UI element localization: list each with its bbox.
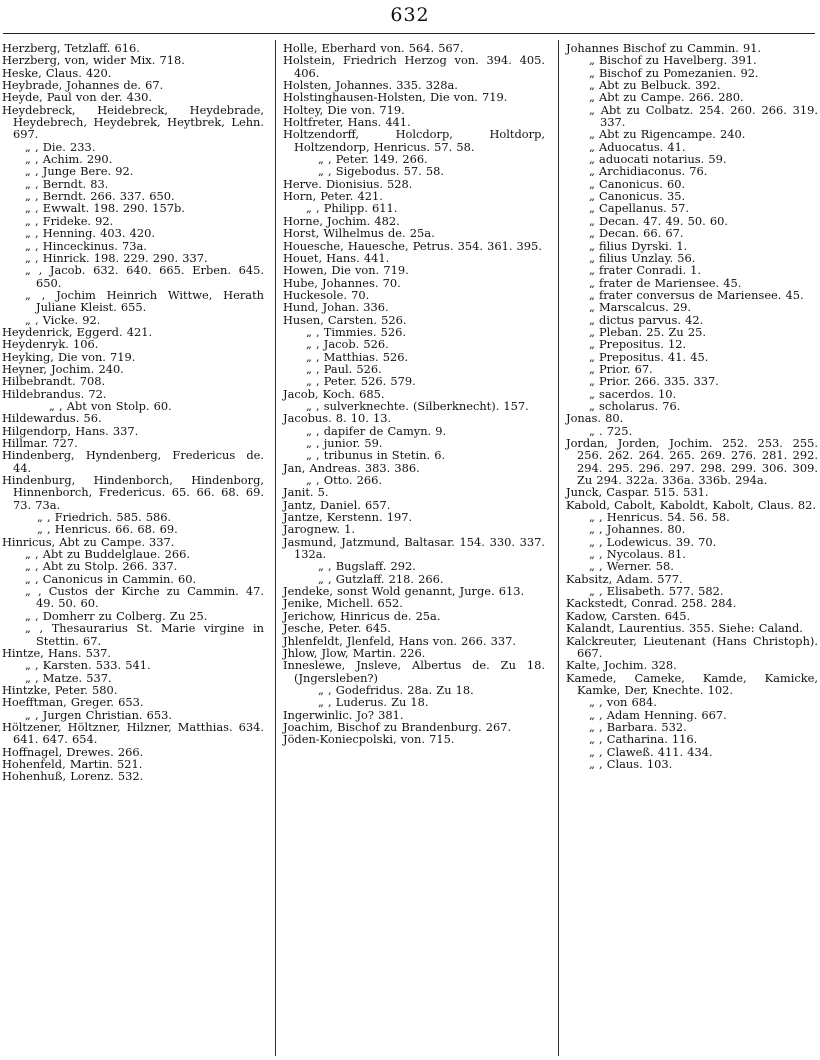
index-entry: „ , Philipp. 611. — [306, 201, 398, 216]
index-entry: „ , Luderus. Zu 18. — [318, 695, 429, 710]
index-entry: „ , Domherr zu Colberg. Zu 25. — [25, 608, 208, 623]
index-entry: Hoffnagel, Drewes. 266. — [2, 744, 144, 759]
index-entry: „ , Elisabeth. 577. 582. — [589, 584, 724, 599]
index-column-2 — [283, 42, 545, 746]
index-entry: Hildewardus. 56. — [2, 411, 102, 426]
index-entry: Ingerwinlic. Jo? 381. — [283, 707, 404, 722]
index-entry: „ , Bugslaff. 292. — [318, 559, 416, 574]
index-entry: „ , Canonicus in Cammin. 60. — [25, 571, 197, 586]
index-entry: „ , Godefridus. 28a. Zu 18. — [318, 682, 474, 697]
index-entry: „ aduocati notarius. 59. — [589, 152, 727, 167]
index-entry: „ Decan. 66. 67. — [589, 226, 684, 241]
index-entry: „ Canonicus. 60. — [589, 176, 686, 191]
index-entry: „ , sulverknechte. (Silberknecht). 157. — [306, 398, 529, 413]
page-number: 632 — [390, 4, 430, 26]
index-entry: „ , Matthias. 526. — [306, 349, 409, 364]
header-rule — [3, 33, 815, 34]
index-entry: Hillmar. 727. — [2, 436, 78, 450]
index-entry: „ Abt zu Rigencampe. 240. — [589, 127, 746, 142]
index-entry: Heske, Claus. 420. — [2, 65, 112, 80]
index-entry: „ Abt zu Belbuck. 392. — [589, 78, 721, 93]
index-entry: „ Prior. 266. 335. 337. — [589, 374, 719, 389]
index-entry: Hildebrandus. 72. — [2, 386, 107, 401]
index-entry: Kamede, Cameke, Kamde, Kamicke, Kamke, Der, Knechte. 102. — [566, 670, 818, 697]
index-entry: „ Aduocatus. 41. — [589, 139, 686, 154]
index-entry: Höltzener, Höltzner, Hilzner, Matthias. 634. 641. 647. 654. — [2, 719, 264, 747]
index-entry: „ , Jurgen Christian. 653. — [25, 707, 173, 722]
index-entry: „ , Jochim Heinrich Wittwe, Herath Juliane Kleist. 655. — [25, 287, 264, 315]
index-entry: „ , von 684. — [589, 695, 657, 710]
index-entry: Husen, Carsten. 526. — [283, 312, 407, 327]
index-entry: Hindenburg, Hindenborch, Hindenborg, Hinnenborch, Fredericus. 65. 66. 68. 69. 73. 73a. — [2, 473, 264, 512]
index-entry: Houet, Hans. 441. — [283, 250, 390, 265]
index-entry: Holtfreter, Hans. 441. — [283, 115, 411, 130]
index-entry: „ , Catharina. 116. — [589, 732, 698, 747]
index-entry: „ Abt zu Campe. 266. 280. — [589, 90, 744, 105]
index-entry: Joachim, Bischof zu Brandenburg. 267. — [283, 719, 512, 734]
index-entry: Howen, Die von. 719. — [283, 263, 409, 278]
index-entry: Jasmund, Jatzmund, Baltasar. 154. 330. 337. 132a. — [283, 534, 545, 562]
index-entry: „ Prepositus. 12. — [589, 337, 687, 352]
index-entry: „ , junior. 59. — [306, 436, 383, 450]
index-entry: „ , Lodewicus. 39. 70. — [589, 534, 717, 549]
index-entry: „ , Otto. 266. — [306, 473, 383, 488]
index-entry: „ , Ewwalt. 198. 290. 157b. — [25, 201, 185, 216]
index-entry: Heydenryk. 106. — [2, 337, 99, 352]
index-entry: „ , Henricus. 54. 56. 58. — [589, 510, 730, 525]
index-entry: „ Prepositus. 41. 45. — [589, 349, 709, 364]
column-divider — [558, 40, 559, 1056]
index-entry: Kalte, Jochim. 328. — [566, 658, 677, 673]
index-entry: Hintzke, Peter. 580. — [2, 682, 118, 697]
index-entry: Heyking, Die von. 719. — [2, 349, 136, 364]
index-entry: „ filius Dyrski. 1. — [589, 238, 688, 253]
index-entry: Kabsitz, Adam. 577. — [566, 571, 683, 586]
index-entry: Jordan, Jorden, Jochim. 252. 253. 255. 256. 262. 264. 265. 269. 276. 281. 292. 294. 295. 296. 297. 298. 299. 306. 309. Zu 294. 322a. 336a. 336b. 294a. — [566, 436, 818, 488]
index-entry: Horne, Jochim. 482. — [283, 213, 400, 228]
index-entry: „ Pleban. 25. Zu 25. — [589, 324, 706, 339]
index-entry: „ , Henning. 403. 420. — [25, 226, 155, 241]
index-column-3 — [566, 42, 818, 770]
index-entry: Junck, Caspar. 515. 531. — [566, 485, 709, 500]
index-entry: „ Marscalcus. 29. — [589, 300, 691, 315]
index-entry: Jantze, Kerstenn. 197. — [283, 510, 413, 525]
index-entry: „ , Adam Henning. 667. — [589, 707, 727, 722]
index-entry: „ frater conversus de Mariensee. 45. — [589, 287, 804, 302]
index-entry: „ , Frideke. 92. — [25, 213, 114, 228]
index-entry: Jacobus. 8. 10. 13. — [283, 411, 392, 426]
index-entry: „ , Johannes. 80. — [589, 522, 686, 537]
index-entry: Hohenhuß, Lorenz. 532. — [2, 769, 144, 784]
index-entry: Jacob, Koch. 685. — [283, 386, 385, 401]
index-entry: Jhlow, Jlow, Martin. 226. — [283, 645, 426, 660]
column-divider — [275, 40, 276, 1056]
index-entry: Jonas. 80. — [566, 411, 624, 426]
index-entry: „ , Claweß. 411. 434. — [589, 744, 713, 759]
index-entry: „ , Achim. 290. — [25, 152, 113, 167]
index-entry: „ dictus parvus. 42. — [589, 312, 704, 327]
index-entry: Jantz, Daniel. 657. — [283, 497, 391, 512]
index-entry: „ Bischof zu Havelberg. 391. — [589, 53, 757, 68]
index-entry: „ , Friedrich. 585. 586. — [37, 510, 172, 525]
index-entry: „ , Timmies. 526. — [306, 324, 406, 339]
index-entry: Hube, Johannes. 70. — [283, 275, 401, 290]
index-entry: „ , Abt von Stolp. 60. — [49, 398, 172, 413]
index-entry: „ , Sigebodus. 57. 58. — [318, 164, 444, 179]
index-column-1 — [2, 42, 264, 783]
index-entry: „ , Abt zu Buddelglaue. 266. — [25, 547, 191, 562]
index-entry: „ , Barbara. 532. — [589, 719, 687, 734]
index-entry: Herzberg, Tetzlaff. 616. — [2, 41, 140, 55]
index-entry: Holstinghausen-Holsten, Die von. 719. — [283, 90, 508, 105]
index-entry: Herve. Dionisius. 528. — [283, 176, 413, 191]
index-entry: „ , Berndt. 266. 337. 650. — [25, 189, 175, 204]
index-entry: „ , Werner. 58. — [589, 559, 674, 574]
index-entry: „ filius Unzlay. 56. — [589, 250, 696, 265]
index-entry: „ , Gutzlaff. 218. 266. — [318, 571, 444, 586]
index-entry: Heyde, Paul von der. 430. — [2, 90, 153, 105]
index-entry: Inneslewe, Jnsleve, Albertus de. Zu 18. (Jngersleben?) — [283, 658, 545, 685]
index-entry: Holtzendorff, Holcdorp, Holtdorp, Holtzendorp, Henricus. 57. 58. — [283, 127, 545, 154]
index-entry: „ , Berndt. 83. — [25, 176, 109, 191]
index-entry: „ , Peter. 526. 579. — [306, 374, 416, 389]
index-entry: Jarognew. 1. — [283, 522, 356, 537]
index-entry: Johannes Bischof zu Cammin. 91. — [566, 41, 762, 55]
index-entry: Houesche, Hauesche, Petrus. 354. 361. 395. — [283, 238, 542, 253]
index-entry: „ , dapifer de Camyn. 9. — [306, 423, 447, 438]
index-entry: Janit. 5. — [283, 485, 329, 500]
index-entry: Jöden-Koniecpolski, von. 715. — [283, 732, 455, 747]
index-entry: Kackstedt, Conrad. 258. 284. — [566, 596, 737, 611]
index-entry: „ , Nycolaus. 81. — [589, 547, 686, 562]
index-entry: „ , Die. 233. — [25, 139, 96, 154]
index-entry: „ , Abt zu Stolp. 266. 337. — [25, 559, 178, 574]
index-entry: „ Archidiaconus. 76. — [589, 164, 708, 179]
index-entry: Huckesole. 70. — [283, 287, 370, 302]
index-entry: Jesche, Peter. 645. — [283, 621, 391, 636]
index-entry: „ Canonicus. 35. — [589, 189, 686, 204]
index-entry: „ , Custos der Kirche zu Cammin. 47. 49. 50. 60. — [25, 584, 264, 611]
index-entry: „ sacerdos. 10. — [589, 386, 677, 401]
index-entry: Kadow, Carsten. 645. — [566, 608, 691, 623]
index-entry: Jhlenfeldt, Jlenfeld, Hans von. 266. 337. — [283, 633, 516, 648]
index-entry: „ , Claus. 103. — [589, 756, 673, 771]
index-entry: Hindenberg, Hyndenberg, Fredericus de. 44. — [2, 448, 264, 475]
index-entry: Holtey, Die von. 719. — [283, 102, 405, 117]
index-entry: „ , Peter. 149. 266. — [318, 152, 428, 167]
index-entry: „ , Junge Bere. 92. — [25, 164, 134, 179]
index-entry: „ , Henricus. 66. 68. 69. — [37, 522, 178, 537]
index-entry: Herzberg, von, wider Mix. 718. — [2, 53, 185, 68]
index-entry: „ , Jacob. 526. — [306, 337, 389, 352]
index-entry: Jan, Andreas. 383. 386. — [283, 460, 420, 475]
index-entry: „ scholarus. 76. — [589, 398, 681, 413]
index-entry: Hund, Johan. 336. — [283, 300, 389, 315]
index-entry: „ frater Conradi. 1. — [589, 263, 702, 278]
index-entry: „ , Paul. 526. — [306, 361, 382, 376]
index-entry: „ , Thesaurarius St. Marie virgine in Stettin. 67. — [25, 621, 264, 648]
index-entry: „ , Vicke. 92. — [25, 312, 101, 327]
index-entry: Jendeke, sonst Wold genannt, Jurge. 613. — [283, 584, 525, 599]
index-entry: „ , Karsten. 533. 541. — [25, 658, 151, 673]
index-entry: Kalandt, Laurentius. 355. Siehe: Caland. — [566, 621, 803, 636]
index-entry: Holstein, Friedrich Herzog von. 394. 405. 406. — [283, 53, 545, 80]
index-entry: Hilbebrandt. 708. — [2, 374, 106, 389]
index-entry: Jerichow, Hinricus de. 25a. — [283, 608, 441, 623]
index-entry: Hintze, Hans. 537. — [2, 645, 111, 660]
index-entry: Heydebreck, Heidebreck, Heydebrade, Heydebrech, Heydebrek, Heytbrek, Lehn. 697. — [2, 102, 264, 142]
index-entry: „ Bischof zu Pomezanien. 92. — [589, 65, 759, 80]
index-entry: „ , Matze. 537. — [25, 670, 112, 685]
index-entry: Kabold, Cabolt, Kaboldt, Kabolt, Claus. 82. — [566, 497, 817, 512]
index-entry: „ Capellanus. 57. — [589, 201, 690, 216]
index-entry: „ , Hinceckinus. 73a. — [25, 238, 147, 253]
index-entry: „ , tribunus in Stetin. 6. — [306, 448, 446, 463]
index-entry: „ frater de Mariensee. 45. — [589, 275, 742, 290]
index-entry: „ , Jacob. 632. 640. 665. Erben. 645. 650. — [25, 263, 264, 290]
index-entry: Horn, Peter. 421. — [283, 189, 383, 204]
index-entry: Hilgendorp, Hans. 337. — [2, 423, 139, 438]
index-entry: Heydenrick, Eggerd. 421. — [2, 324, 153, 339]
index-entry: Heybrade, Johannes de. 67. — [2, 78, 164, 93]
index-entry: „ Abt zu Colbatz. 254. 260. 266. 319. 337. — [589, 102, 818, 130]
index-entry: Jenike, Michell. 652. — [283, 596, 403, 611]
index-entry: Kalckreuter, Lieutenant (Hans Christoph). 667. — [566, 633, 818, 660]
index-entry: „ Decan. 47. 49. 50. 60. — [589, 213, 728, 228]
index-entry: Holle, Eberhard von. 564. 567. — [283, 41, 464, 55]
index-entry: „ . 725. — [589, 423, 633, 438]
index-entry: Hoefftman, Greger. 653. — [2, 695, 144, 710]
index-entry: Horst, Wilhelmus de. 25a. — [283, 226, 435, 241]
index-entry: Hohenfeld, Martin. 521. — [2, 756, 143, 771]
index-entry: Hinricus, Abt zu Campe. 337. — [2, 534, 175, 549]
index-entry: Heyner, Jochim. 240. — [2, 361, 124, 376]
index-entry: Holsten, Johannes. 335. 328a. — [283, 78, 458, 93]
index-entry: „ , Hinrick. 198. 229. 290. 337. — [25, 250, 208, 265]
index-entry: „ Prior. 67. — [589, 361, 653, 376]
